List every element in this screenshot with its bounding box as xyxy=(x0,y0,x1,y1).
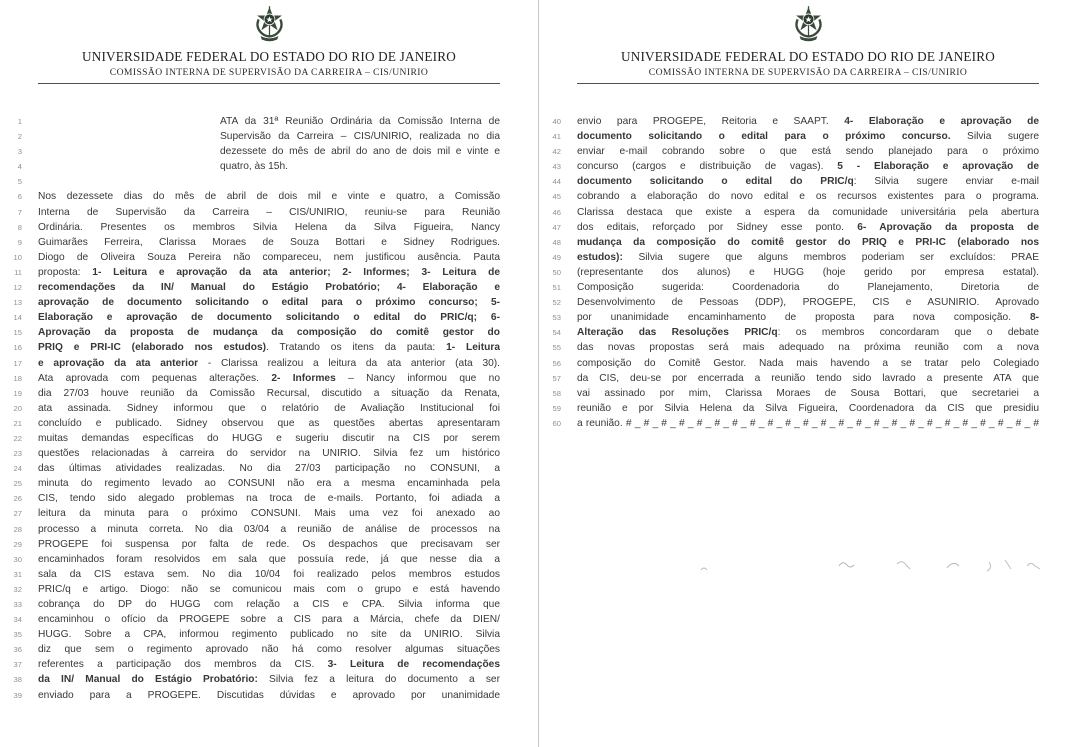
text-segment: diz que sem o regimento aprovado não há como resolver algumas situações xyxy=(38,644,500,656)
text-segment: Diogo de Oliveira Souza Pereira não compareceu, nem justificou ausência. Pauta xyxy=(38,251,500,263)
text-segment: Guimarães Ferreira, Clarissa Moraes de Souza Bottari e Sidney Rodrigues. xyxy=(38,236,500,248)
line-text xyxy=(577,250,1039,265)
line-number: 55 xyxy=(552,343,561,353)
line-text xyxy=(38,627,500,642)
line-text xyxy=(38,235,500,250)
document-line xyxy=(0,627,538,642)
line-text xyxy=(38,446,500,461)
document-line xyxy=(539,356,1077,371)
text-segment: – Nancy informou que no xyxy=(335,372,500,384)
text-segment: concluído e publicado. Sidney observou que as questões abertas apresentaram xyxy=(38,417,500,429)
document-line xyxy=(539,310,1077,325)
document-line xyxy=(0,129,538,144)
document-line xyxy=(539,220,1077,235)
document-line xyxy=(0,280,538,295)
line-number: 52 xyxy=(552,298,561,308)
line-text xyxy=(38,597,500,612)
document-line xyxy=(0,371,538,386)
university-name: UNIVERSIDADE FEDERAL DO ESTADO DO RIO DE JANEIRO xyxy=(621,49,995,64)
line-text xyxy=(577,220,1039,235)
line-number: 46 xyxy=(552,207,561,217)
document-line xyxy=(539,325,1077,340)
line-text xyxy=(38,144,500,159)
coat-of-arms-icon xyxy=(793,6,824,42)
line-number: 7 xyxy=(17,207,22,217)
text-segment: (representante dos alunos) e HUGG (hoje gerido por empresa estatal). xyxy=(577,266,1039,278)
document-line xyxy=(0,537,538,552)
document-line xyxy=(0,205,538,220)
line-number: 15 xyxy=(13,328,22,338)
document-line xyxy=(0,114,538,129)
line-number: 58 xyxy=(552,388,561,398)
line-number: 53 xyxy=(552,313,561,323)
line-text xyxy=(38,491,500,506)
text-segment: HUGG. Sobre a CPA, informou regimento publicado no site da UNIRIO. Silvia xyxy=(38,629,500,641)
document-line xyxy=(539,250,1077,265)
line-text xyxy=(38,205,500,220)
document-line xyxy=(539,114,1077,129)
line-number: 60 xyxy=(552,418,561,428)
line-number: 17 xyxy=(13,358,22,368)
text-segment: por unanimidade encaminhamento de proposta para nova composição. xyxy=(577,312,1030,324)
text-segment: dezessete do mês de abril do ano de dois mil e vinte e xyxy=(220,146,500,158)
line-text xyxy=(38,476,500,491)
document-line xyxy=(0,159,538,174)
line-number: 19 xyxy=(13,388,22,398)
line-text xyxy=(577,356,1039,371)
bold-text-segment: 6- Aprovação da proposta de xyxy=(857,221,1039,233)
bold-text-segment: 2- Informes xyxy=(271,372,336,384)
document-line xyxy=(0,235,538,250)
text-segment: : os membros concordaram que o debate xyxy=(777,327,1039,339)
committee-name: COMISSÃO INTERNA DE SUPERVISÃO DA CARREIRA – CIS/UNIRIO xyxy=(648,67,968,78)
document-line xyxy=(539,189,1077,204)
coat-of-arms-icon xyxy=(254,6,285,42)
line-text xyxy=(577,265,1039,280)
line-text xyxy=(577,129,1039,144)
document-line xyxy=(0,506,538,521)
document-line xyxy=(539,174,1077,189)
bold-text-segment: 1- Leitura xyxy=(446,342,500,354)
document-line xyxy=(0,340,538,355)
line-text xyxy=(577,114,1039,129)
document-line xyxy=(539,386,1077,401)
text-segment: concurso (cargos e distribuição de vagas). xyxy=(577,161,838,173)
document-line xyxy=(0,688,538,703)
text-segment: muitas demandas específicas do HUGG e sugeriu discutir na CIS por serem xyxy=(38,432,500,444)
document-line xyxy=(539,295,1077,310)
line-text xyxy=(577,280,1039,295)
text-segment: das novas propostas será mais adequado na próxima reunião com a nova xyxy=(577,342,1039,354)
text-segment: leitura da minuta para o próximo CONSUNI. Mais uma vez foi anexado ao xyxy=(38,508,500,520)
line-number: 47 xyxy=(552,222,561,232)
document-line xyxy=(0,401,538,416)
bold-text-segment: recomendações da IN/ Manual do Estágio Probatório; 4- Elaboração e xyxy=(38,282,500,294)
document-line xyxy=(0,476,538,491)
line-text xyxy=(38,265,500,280)
text-segment: ATA da 31ª Reunião Ordinária da Comissão Interna de xyxy=(220,116,500,127)
line-number: 26 xyxy=(13,494,22,504)
text-segment: reunião e por Silvia Helena da Silva Figueira, Coordenadora da CIS que presidiu xyxy=(577,402,1039,414)
line-number: 59 xyxy=(552,403,561,413)
document-line xyxy=(0,144,538,159)
line-number: 12 xyxy=(13,283,22,293)
line-text xyxy=(38,552,500,567)
header-rule xyxy=(38,83,500,84)
text-segment: dos editais, reforçado por Sidney esse ponto. xyxy=(577,221,858,233)
text-segment: - Clarissa realizou a leitura da ata anterior (ata 30). xyxy=(207,357,500,369)
document-line xyxy=(0,325,538,340)
line-text xyxy=(38,431,500,446)
header-rule xyxy=(577,83,1039,84)
signature-marks-icon xyxy=(689,548,1059,584)
line-number: 23 xyxy=(13,449,22,459)
text-segment: da CIS, deu-se por encerrada a reunião tendo sido lavrado a presente ATA que xyxy=(577,372,1039,384)
line-text xyxy=(38,189,500,204)
line-area xyxy=(0,114,538,703)
line-text xyxy=(577,386,1039,401)
line-number: 51 xyxy=(552,283,561,293)
line-number: 11 xyxy=(14,267,22,277)
line-number: 48 xyxy=(552,237,561,247)
text-segment: Composição sugerida: Coordenadoria do Planejamento, Diretoria de xyxy=(577,282,1039,294)
line-number: 16 xyxy=(13,343,22,353)
bold-text-segment: 3- Leitura de recomendações xyxy=(327,659,500,671)
line-text xyxy=(38,325,500,340)
line-text xyxy=(38,582,500,597)
text-segment: Clarissa destaca que existe a espera da comunidade universitária pela abertura xyxy=(577,206,1039,218)
text-segment: Interna de Supervisão da Carreira – CIS/UNIRIO, reuniu-se para Reunião xyxy=(38,206,500,218)
document-line xyxy=(0,174,538,189)
text-segment: PROGEPE foi suspensa por falta de rede. Os despachos que precisavam ser xyxy=(38,538,500,550)
line-number: 56 xyxy=(552,358,561,368)
bold-text-segment: 4- Elaboração e aprovação de xyxy=(844,116,1039,127)
text-segment: referentes a participação dos membros da CIS. xyxy=(38,659,328,671)
line-number: 31 xyxy=(13,569,22,579)
text-segment: Silvia sugere xyxy=(950,131,1039,143)
line-number: 57 xyxy=(552,373,561,383)
text-segment: quatro, às 15h. xyxy=(220,161,288,173)
document-line xyxy=(0,189,538,204)
line-number: 49 xyxy=(552,252,561,262)
document-line xyxy=(539,144,1077,159)
text-segment: : Silvia sugere enviar e-mail xyxy=(853,176,1039,188)
document-line xyxy=(0,597,538,612)
text-segment: composição do Comitê Gestor. Nada mais havendo a se tratar pelo Colegiado xyxy=(577,357,1039,369)
line-text xyxy=(38,401,500,416)
document-line xyxy=(539,129,1077,144)
bold-text-segment: mudança da composição do comitê gestor do PRIQ e PRI-IC (elaborado nos xyxy=(577,236,1039,248)
line-text xyxy=(38,356,500,371)
line-text xyxy=(38,174,500,189)
document-line xyxy=(0,522,538,537)
line-number: 4 xyxy=(17,162,22,172)
line-number: 25 xyxy=(13,479,22,489)
line-text xyxy=(577,416,1039,431)
text-segment: Nos dezessete dias do mês de abril de dois mil e vinte e quatro, a Comissão xyxy=(38,191,500,203)
line-text xyxy=(577,340,1039,355)
bold-text-segment: Elaboração e aprovação de documento solicitando o edital do PRIC/q; 6- xyxy=(38,312,500,324)
line-number: 45 xyxy=(552,192,561,202)
bold-text-segment: Alteração das Resoluções PRIC/q xyxy=(577,327,778,339)
line-text xyxy=(577,174,1039,189)
line-text xyxy=(38,612,500,627)
document-line xyxy=(0,220,538,235)
bold-text-segment: 5 - Elaboração e aprovação de xyxy=(837,161,1039,173)
line-text xyxy=(38,522,500,537)
line-number: 35 xyxy=(13,630,22,640)
line-text xyxy=(38,114,500,129)
text-segment: encaminhou o ofício da PROGEPE sobre a CIS para a Márcia, chefe da DIEN/ xyxy=(38,614,500,626)
document-line xyxy=(0,612,538,627)
line-number: 38 xyxy=(13,675,22,685)
line-text xyxy=(577,189,1039,204)
line-text xyxy=(38,250,500,265)
line-text xyxy=(38,129,500,144)
line-area xyxy=(539,114,1077,431)
line-text xyxy=(38,416,500,431)
line-number: 24 xyxy=(13,464,22,474)
document-line xyxy=(539,159,1077,174)
document-page-1 xyxy=(0,0,538,747)
text-segment: . Tratando os itens da pauta: xyxy=(266,342,447,354)
document-line xyxy=(0,416,538,431)
line-number: 2 xyxy=(17,132,22,142)
document-line xyxy=(0,567,538,582)
document-line xyxy=(0,582,538,597)
line-number: 6 xyxy=(17,192,22,202)
line-number: 33 xyxy=(13,600,22,609)
line-number: 40 xyxy=(552,117,561,126)
line-text xyxy=(38,688,500,703)
text-segment: minuta do regimento levado ao CONSUNI não era a mesma encaminhada pela xyxy=(38,478,500,490)
bold-text-segment: da IN/ Manual do Estágio Probatório: xyxy=(38,674,258,686)
line-text xyxy=(577,159,1039,174)
document-line xyxy=(0,672,538,687)
line-number: 1 xyxy=(17,117,22,126)
university-name: UNIVERSIDADE FEDERAL DO ESTADO DO RIO DE JANEIRO xyxy=(82,49,456,64)
text-segment: vai assinado por mim, Clarissa Moraes de Sousa Bottari, que secretariei a xyxy=(577,387,1039,399)
line-text xyxy=(577,325,1039,340)
line-number: 39 xyxy=(13,690,22,700)
line-text xyxy=(38,537,500,552)
line-number: 5 xyxy=(17,177,22,187)
page-header xyxy=(0,0,538,84)
document-line xyxy=(0,642,538,657)
bold-text-segment: PRIQ e PRI-IC (elaborado nos estudos) xyxy=(38,342,267,354)
line-number: 34 xyxy=(13,615,22,625)
text-segment: Ordinária. Presentes os membros Silvia Helena da Silva Figueira, Nancy xyxy=(38,221,500,233)
bold-text-segment: estudos): xyxy=(577,251,623,263)
line-number: 20 xyxy=(13,403,22,413)
document-line xyxy=(0,431,538,446)
line-text xyxy=(38,220,500,235)
document-line xyxy=(539,280,1077,295)
bold-text-segment: documento solicitando o edital do PRIC/q xyxy=(577,176,854,188)
line-text xyxy=(577,401,1039,416)
text-segment: enviado para a PROGEPE. Discutidas dúvidas e aprovado por unanimidade xyxy=(38,689,500,701)
line-number: 36 xyxy=(13,645,22,655)
text-segment: dia 27/03 houve reunião da Comissão Recursal, discutido a situação da Renata, xyxy=(38,387,500,399)
document-line xyxy=(0,446,538,461)
document-line xyxy=(0,657,538,672)
bold-text-segment: aprovação de documento solicitando o edital para o próximo concurso; 5- xyxy=(38,297,500,309)
line-text xyxy=(577,371,1039,386)
line-text xyxy=(38,461,500,476)
line-number: 42 xyxy=(552,147,561,157)
text-segment: Silvia fez a leitura do documento a ser xyxy=(257,674,500,686)
line-number: 37 xyxy=(13,660,22,670)
document-line xyxy=(539,340,1077,355)
line-number: 44 xyxy=(552,177,561,187)
bold-text-segment: e aprovação da ata anterior xyxy=(38,357,208,369)
text-segment: processo a minuta correta. No dia 03/04 a reunião de análise de processos na xyxy=(38,523,500,535)
line-number: 14 xyxy=(13,313,22,323)
document-line xyxy=(0,310,538,325)
line-number: 22 xyxy=(13,433,22,443)
document-line xyxy=(0,295,538,310)
document-line xyxy=(539,265,1077,280)
line-text xyxy=(38,310,500,325)
bold-text-segment: Aprovação da proposta de mudança da composição do comitê gestor do xyxy=(38,327,500,339)
text-segment: a reunião. # _ # _ # _ # _ # _ # _ # _ # _ # _ # _ # _ # _ # _ # _ # _ # _ # _ # _ # _ # _ # _ # _ # _ # xyxy=(577,417,1039,429)
line-text xyxy=(38,567,500,582)
text-segment: ata assinada. Sidney informou que o relatório de Avaliação Institucional foi xyxy=(38,402,500,414)
line-number: 32 xyxy=(13,584,22,594)
line-text xyxy=(38,506,500,521)
page-header xyxy=(539,0,1077,84)
line-text xyxy=(577,295,1039,310)
text-segment: cobrança do DP do HUGG com relação a CIS e CPA. Silvia informa que xyxy=(38,599,500,610)
line-text xyxy=(38,672,500,687)
line-number: 8 xyxy=(17,222,22,232)
text-segment: Silvia sugere que alguns membros poderiam ser excluídos: PRAE xyxy=(622,251,1039,263)
text-segment: PRIC/q e artigo. Diogo: não se comunicou mais com o grupo e está havendo xyxy=(38,583,500,595)
text-segment: encaminhados foram resolvidos em sala que possuía rede, já que nesse dia a xyxy=(38,553,500,565)
text-segment: questões relacionadas à carreira do servidor na UNIRIO. Silvia fez um histórico xyxy=(38,448,500,460)
line-text xyxy=(577,205,1039,220)
text-segment: envio para PROGEPE, Reitoria e SAAPT. xyxy=(577,116,845,127)
text-segment: Supervisão da Carreira – CIS/UNIRIO, realizada no dia xyxy=(220,131,500,143)
line-number: 41 xyxy=(552,132,561,142)
text-segment: cobrando a elaboração do novo edital e os recursos existentes para o programa. xyxy=(577,191,1039,203)
line-number: 30 xyxy=(13,554,22,564)
text-segment: Ata aprovada com pequenas alterações. xyxy=(38,372,272,384)
document-line xyxy=(0,265,538,280)
line-text xyxy=(38,657,500,672)
line-text xyxy=(38,386,500,401)
text-segment: CIS, tendo sido alegado problemas na troca de e-mails. Portanto, foi adiada a xyxy=(38,493,500,505)
document-line xyxy=(539,235,1077,250)
text-segment: sala da CIS estava sem. No dia 10/04 foi realizado pelos membros estudos xyxy=(38,568,500,580)
document-line xyxy=(0,491,538,506)
line-number: 21 xyxy=(13,418,22,428)
line-number: 50 xyxy=(552,267,561,277)
document-page-2 xyxy=(539,0,1077,747)
line-number: 29 xyxy=(13,539,22,549)
line-text xyxy=(38,371,500,386)
line-text xyxy=(38,280,500,295)
bold-text-segment: 1- Leitura e aprovação da ata anterior; 2- Informes; 3- Leitura de xyxy=(92,266,500,278)
document-line xyxy=(0,461,538,476)
line-number: 28 xyxy=(13,524,22,534)
line-text xyxy=(38,642,500,657)
document-line xyxy=(539,205,1077,220)
line-number: 43 xyxy=(552,162,561,172)
line-number: 10 xyxy=(13,252,22,262)
line-number: 3 xyxy=(17,147,22,157)
document-line xyxy=(0,386,538,401)
line-text xyxy=(577,235,1039,250)
text-segment: das últimas atividades realizadas. No dia 27/03 participação no CONSUNI, a xyxy=(38,463,500,475)
line-text xyxy=(577,310,1039,325)
line-text xyxy=(38,295,500,310)
document-line xyxy=(539,371,1077,386)
text-segment: Desenvolvimento de Pessoas (DDP), PROGEPE, CIS e ASUNIRIO. Aprovado xyxy=(577,297,1039,309)
line-text xyxy=(38,340,500,355)
line-text xyxy=(38,159,500,174)
committee-name: COMISSÃO INTERNA DE SUPERVISÃO DA CARREIRA – CIS/UNIRIO xyxy=(109,67,429,78)
document-line xyxy=(0,356,538,371)
text-segment: enviar e-mail cobrando sobre o que está sendo planejado para o próximo xyxy=(577,146,1039,158)
bold-text-segment: documento solicitando o edital para o próximo concurso. xyxy=(577,131,951,143)
document-line xyxy=(0,250,538,265)
document-line xyxy=(0,552,538,567)
document-line xyxy=(539,401,1077,416)
line-number: 27 xyxy=(13,509,22,519)
text-segment: proposta: xyxy=(38,266,93,278)
line-number: 13 xyxy=(13,298,22,308)
line-number: 54 xyxy=(552,328,561,338)
document-line xyxy=(539,416,1077,431)
line-text xyxy=(577,144,1039,159)
line-number: 18 xyxy=(13,373,22,383)
bold-text-segment: 8- xyxy=(1029,312,1039,324)
line-number: 9 xyxy=(17,237,22,247)
